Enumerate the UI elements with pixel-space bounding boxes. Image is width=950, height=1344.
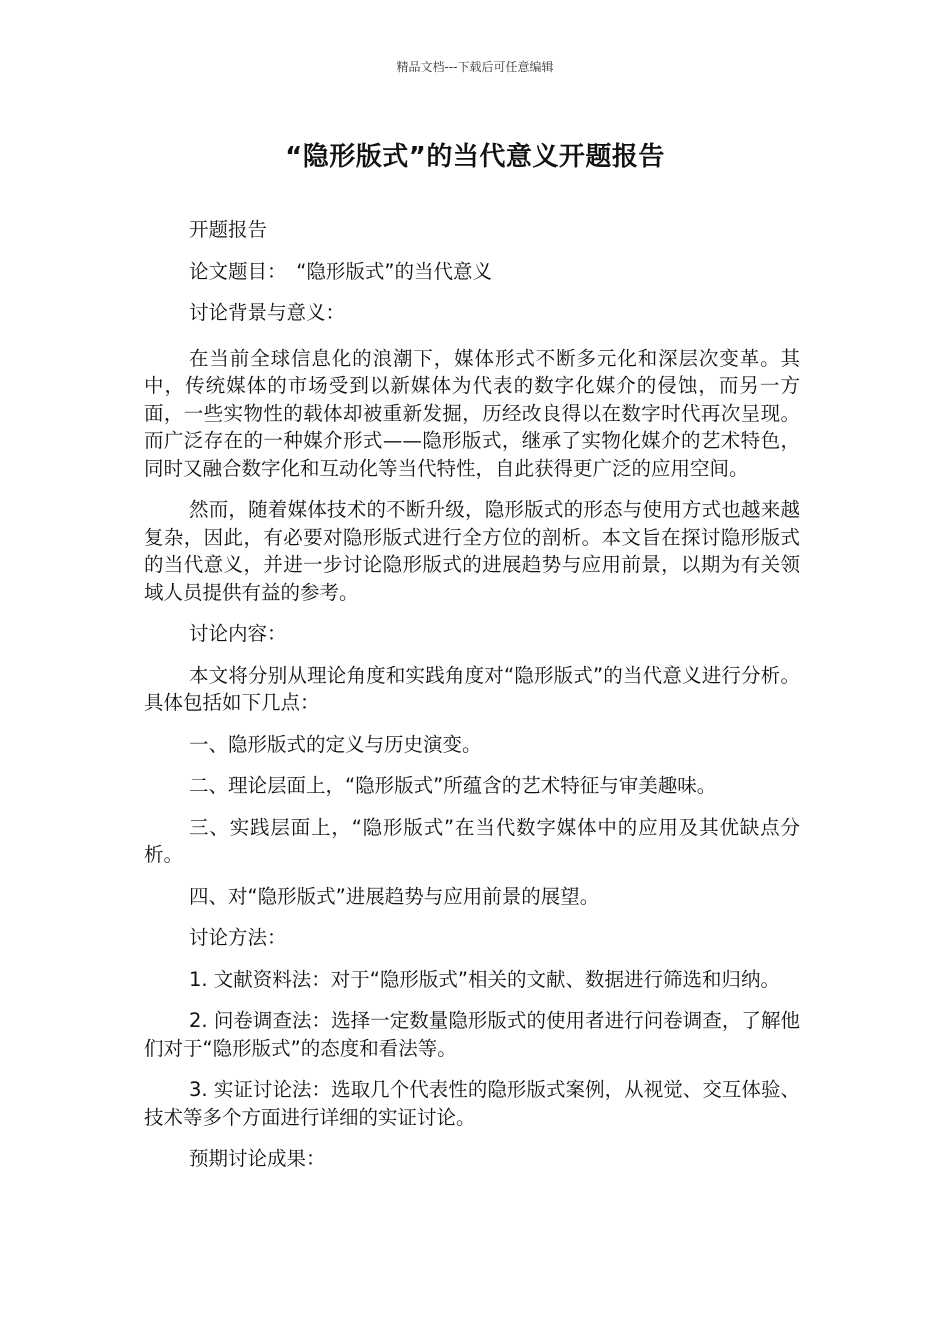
document-body <box>144 216 800 1173</box>
section-heading-expected-results: 预期讨论成果： <box>189 1147 326 1170</box>
document-title: “隐形版式”的当代意义开题报告 <box>285 142 665 172</box>
section-heading-background: 讨论背景与意义： <box>189 301 346 324</box>
paragraph-content-intro: 本文将分别从理论角度和实践角度对“隐形版式”的当代意义进行分析。具体包括如下几点： <box>144 663 800 714</box>
section-heading-content: 讨论内容： <box>189 622 287 645</box>
list-item-content-4: 四、对“隐形版式”进展趋势与应用前景的展望。 <box>189 884 600 908</box>
list-item-content-3: 三、实践层面上，“隐形版式”在当代数字媒体中的应用及其优缺点分析。 <box>144 815 800 866</box>
list-item-method-1: 1. 文献资料法：对于“隐形版式”相关的文献、数据进行筛选和归纳。 <box>189 967 781 991</box>
section-heading-method: 讨论方法： <box>189 926 287 949</box>
list-item-method-3: 3. 实证讨论法：选取几个代表性的隐形版式案例，从视觉、交互体验、技术等多个方面进行详细的实证讨论。 <box>144 1078 800 1129</box>
section-label-report: 开题报告 <box>189 218 268 241</box>
paragraph-background-2: 然而，随着媒体技术的不断升级，隐形版式的形态与使用方式也越来越复杂，因此，有必要对隐形版式进行全方位的剖析。本文旨在探讨隐形版式的当代意义，并进一步讨论隐形版式的进展趋势与应用前景，以期为有关领域人员提供有益的参考。 <box>144 498 800 604</box>
list-item-content-1: 一、隐形版式的定义与历史演变。 <box>189 732 482 756</box>
list-item-method-2: 2. 问卷调查法：选择一定数量隐形版式的使用者进行问卷调查，了解他们对于“隐形版式”的态度和看法等。 <box>144 1009 800 1060</box>
list-item-content-2: 二、理论层面上，“隐形版式”所蕴含的艺术特征与审美趣味。 <box>189 774 717 797</box>
page-header: 精品文档---下载后可任意编辑 <box>396 60 554 74</box>
thesis-title-line: 论文题目： “隐形版式”的当代意义 <box>189 259 492 283</box>
paragraph-background-1: 在当前全球信息化的浪潮下，媒体形式不断多元化和深层次变革。其中，传统媒体的市场受到以新媒体为代表的数字化媒介的侵蚀，而另一方面，一些实物性的载体却被重新发掘，历经改良得以在数字时代再次呈现。而广泛存在的一种媒介形式——隐形版式，继承了实物化媒介的艺术特色，同时又融合数字化和互动化等当代特性，自此获得更广泛的应用空间。 <box>144 346 800 480</box>
